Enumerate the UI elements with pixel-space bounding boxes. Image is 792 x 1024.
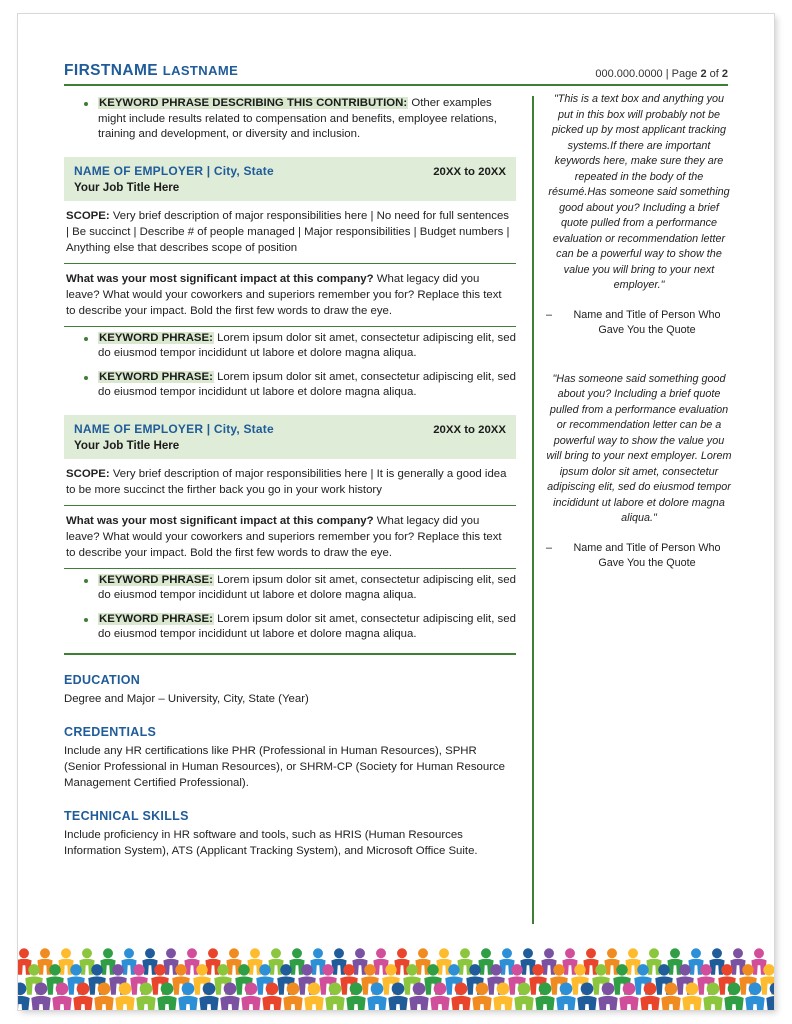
- scope-text: Very brief description of major responsibilities here | No need for full sentences | Be succinct | Describe # of people managed | Major responsibilities | Budget numbers | Anything else that describes scope of position: [66, 209, 510, 254]
- section-body: Include any HR certifications like PHR (Professional in Human Resources), SPHR (Senior Professional in Human Resources), or SHRM-CP (Society for Human Resource Management Certified Professional).: [64, 744, 506, 789]
- technical-skills-section: [64, 809, 516, 859]
- scope-label: SCOPE:: [66, 209, 110, 222]
- employer-name: NAME OF EMPLOYER | City, State: [74, 421, 274, 436]
- quote-attribution: [546, 308, 732, 338]
- bullet-text: Lorem ipsum dolor sit amet, consectetur adipiscing elit, sed do eiusmod tempor incididunt ut labore et dolore magna aliqua.: [98, 573, 516, 601]
- section-title: TECHNICAL SKILLS: [64, 808, 189, 823]
- phone-number: 000.000.0000: [595, 68, 663, 80]
- attribution-dash: –: [546, 308, 553, 321]
- keyword-phrase: KEYWORD PHRASE:: [99, 612, 213, 625]
- employer-name: NAME OF EMPLOYER | City, State: [74, 163, 274, 178]
- impact-text: What legacy did you leave? What would your coworkers and superiors remember you for? Replace this text to describe your impact. Bold the first few words to draw the eye.: [66, 514, 502, 559]
- bullet-text: Lorem ipsum dolor sit amet, consectetur adipiscing elit, sed do eiusmod tempor incididunt ut labore et dolore magna aliqua.: [98, 331, 516, 359]
- employer-band: [64, 157, 516, 201]
- main-column: [64, 92, 516, 859]
- section-body: Degree and Major – University, City, State (Year): [64, 692, 309, 705]
- header-contact: [595, 68, 728, 80]
- page-header: [64, 50, 728, 86]
- bullet-text: Lorem ipsum dolor sit amet, consectetur adipiscing elit, sed do eiusmod tempor incididunt ut labore et dolore magna aliqua.: [98, 370, 516, 398]
- quote-text: "Has someone said something good about you? Including a brief quote pulled from a performance evaluation or recommendation letter can be a powerful way to show the value you will bring to your next employer. Lorem ipsum dolor sit amet, consectetur adipiscing elit, sed do eiusmod tempor incididunt ut labore et dolore magna aliqua.": [546, 372, 732, 524]
- employer-band: [64, 415, 516, 459]
- scope-paragraph: [64, 201, 516, 264]
- page-label: Page: [671, 68, 698, 80]
- impact-paragraph: [64, 264, 516, 327]
- education-section: [64, 673, 516, 707]
- footer-graphic: [18, 924, 774, 1010]
- bullet-text: Lorem ipsum dolor sit amet, consectetur adipiscing elit, sed do eiusmod tempor incididunt ut labore et dolore magna aliqua.: [98, 612, 516, 640]
- impact-label: What was your most significant impact at this company?: [66, 272, 374, 285]
- job-entry: [64, 157, 516, 401]
- employment-dates: 20XX to 20XX: [433, 165, 506, 178]
- keyword-phrase: KEYWORD PHRASE:: [99, 331, 213, 344]
- list-item: [98, 370, 516, 401]
- employer-line: [74, 422, 506, 436]
- page-of: of: [709, 68, 719, 80]
- quote-attribution: [546, 541, 732, 571]
- candidate-name: [64, 62, 238, 80]
- impact-label: What was your most significant impact at this company?: [66, 514, 374, 527]
- job-entry: [64, 415, 516, 655]
- keyword-phrase: KEYWORD PHRASE DESCRIBING THIS CONTRIBUTION:: [99, 97, 408, 109]
- sidebar-column: [546, 92, 732, 571]
- employer-line: [74, 164, 506, 178]
- candidate-first-name: FIRSTNAME: [64, 62, 159, 79]
- impact-paragraph: [64, 506, 516, 569]
- list-item: [98, 96, 516, 143]
- job-title: Your Job Title Here: [74, 180, 180, 194]
- testimonial-block: [546, 92, 732, 338]
- people-figures-band: [18, 924, 774, 1010]
- scope-label: SCOPE:: [66, 467, 110, 480]
- resume-page: [18, 14, 774, 1010]
- job-bullet-list: [64, 573, 516, 643]
- testimonial-block: [546, 372, 732, 571]
- job-bullet-list: [64, 331, 516, 401]
- attribution-dash: –: [546, 541, 553, 554]
- attribution-text: Name and Title of Person Who Gave You the Quote: [573, 541, 721, 569]
- list-item: [98, 331, 516, 362]
- attribution-text: Name and Title of Person Who Gave You the Quote: [573, 308, 721, 336]
- impact-text: What legacy did you leave? What would your coworkers and superiors remember you for? Replace this text to describe your impact. Bold the first few words to draw the eye.: [66, 272, 502, 317]
- section-title: EDUCATION: [64, 672, 141, 687]
- section-title: CREDENTIALS: [64, 724, 157, 739]
- job-title: Your Job Title Here: [74, 438, 180, 452]
- list-item: [98, 573, 516, 604]
- employment-dates: 20XX to 20XX: [433, 423, 506, 436]
- scope-paragraph: [64, 459, 516, 506]
- section-divider: [64, 653, 516, 655]
- column-divider: [532, 96, 534, 924]
- candidate-last-name: LASTNAME: [162, 63, 239, 78]
- top-bullet-list: [64, 96, 516, 143]
- scope-text: Very brief description of major responsibilities here | It is generally a good idea to be more succinct the firther back you go in your work history: [66, 467, 507, 496]
- section-body: Include proficiency in HR software and tools, such as HRIS (Human Resources Information System), ATS (Applicant Tracking System), and Microsoft Office Suite.: [64, 828, 478, 857]
- bullet-text: Other examples might include results related to compensation and benefits, employee relations, training and development, or diversity and inclusion.: [98, 97, 497, 140]
- page-total: 2: [721, 68, 728, 80]
- list-item: [98, 612, 516, 643]
- page-current: 2: [700, 68, 707, 80]
- quote-text: "This is a text box and anything you put in this box will probably not be picked up by most applicant tracking systems.If there are important keywords here, make sure they are repeated in the body of the résumé.Has someone said something good about you? Including a brief quote pulled from a performance evaluation or recommendation letter can be a powerful way to show the value you will bring to your next employer.": [548, 93, 730, 291]
- credentials-section: [64, 725, 516, 791]
- keyword-phrase: KEYWORD PHRASE:: [99, 573, 213, 586]
- keyword-phrase: KEYWORD PHRASE:: [99, 370, 213, 383]
- header-separator: |: [665, 68, 669, 80]
